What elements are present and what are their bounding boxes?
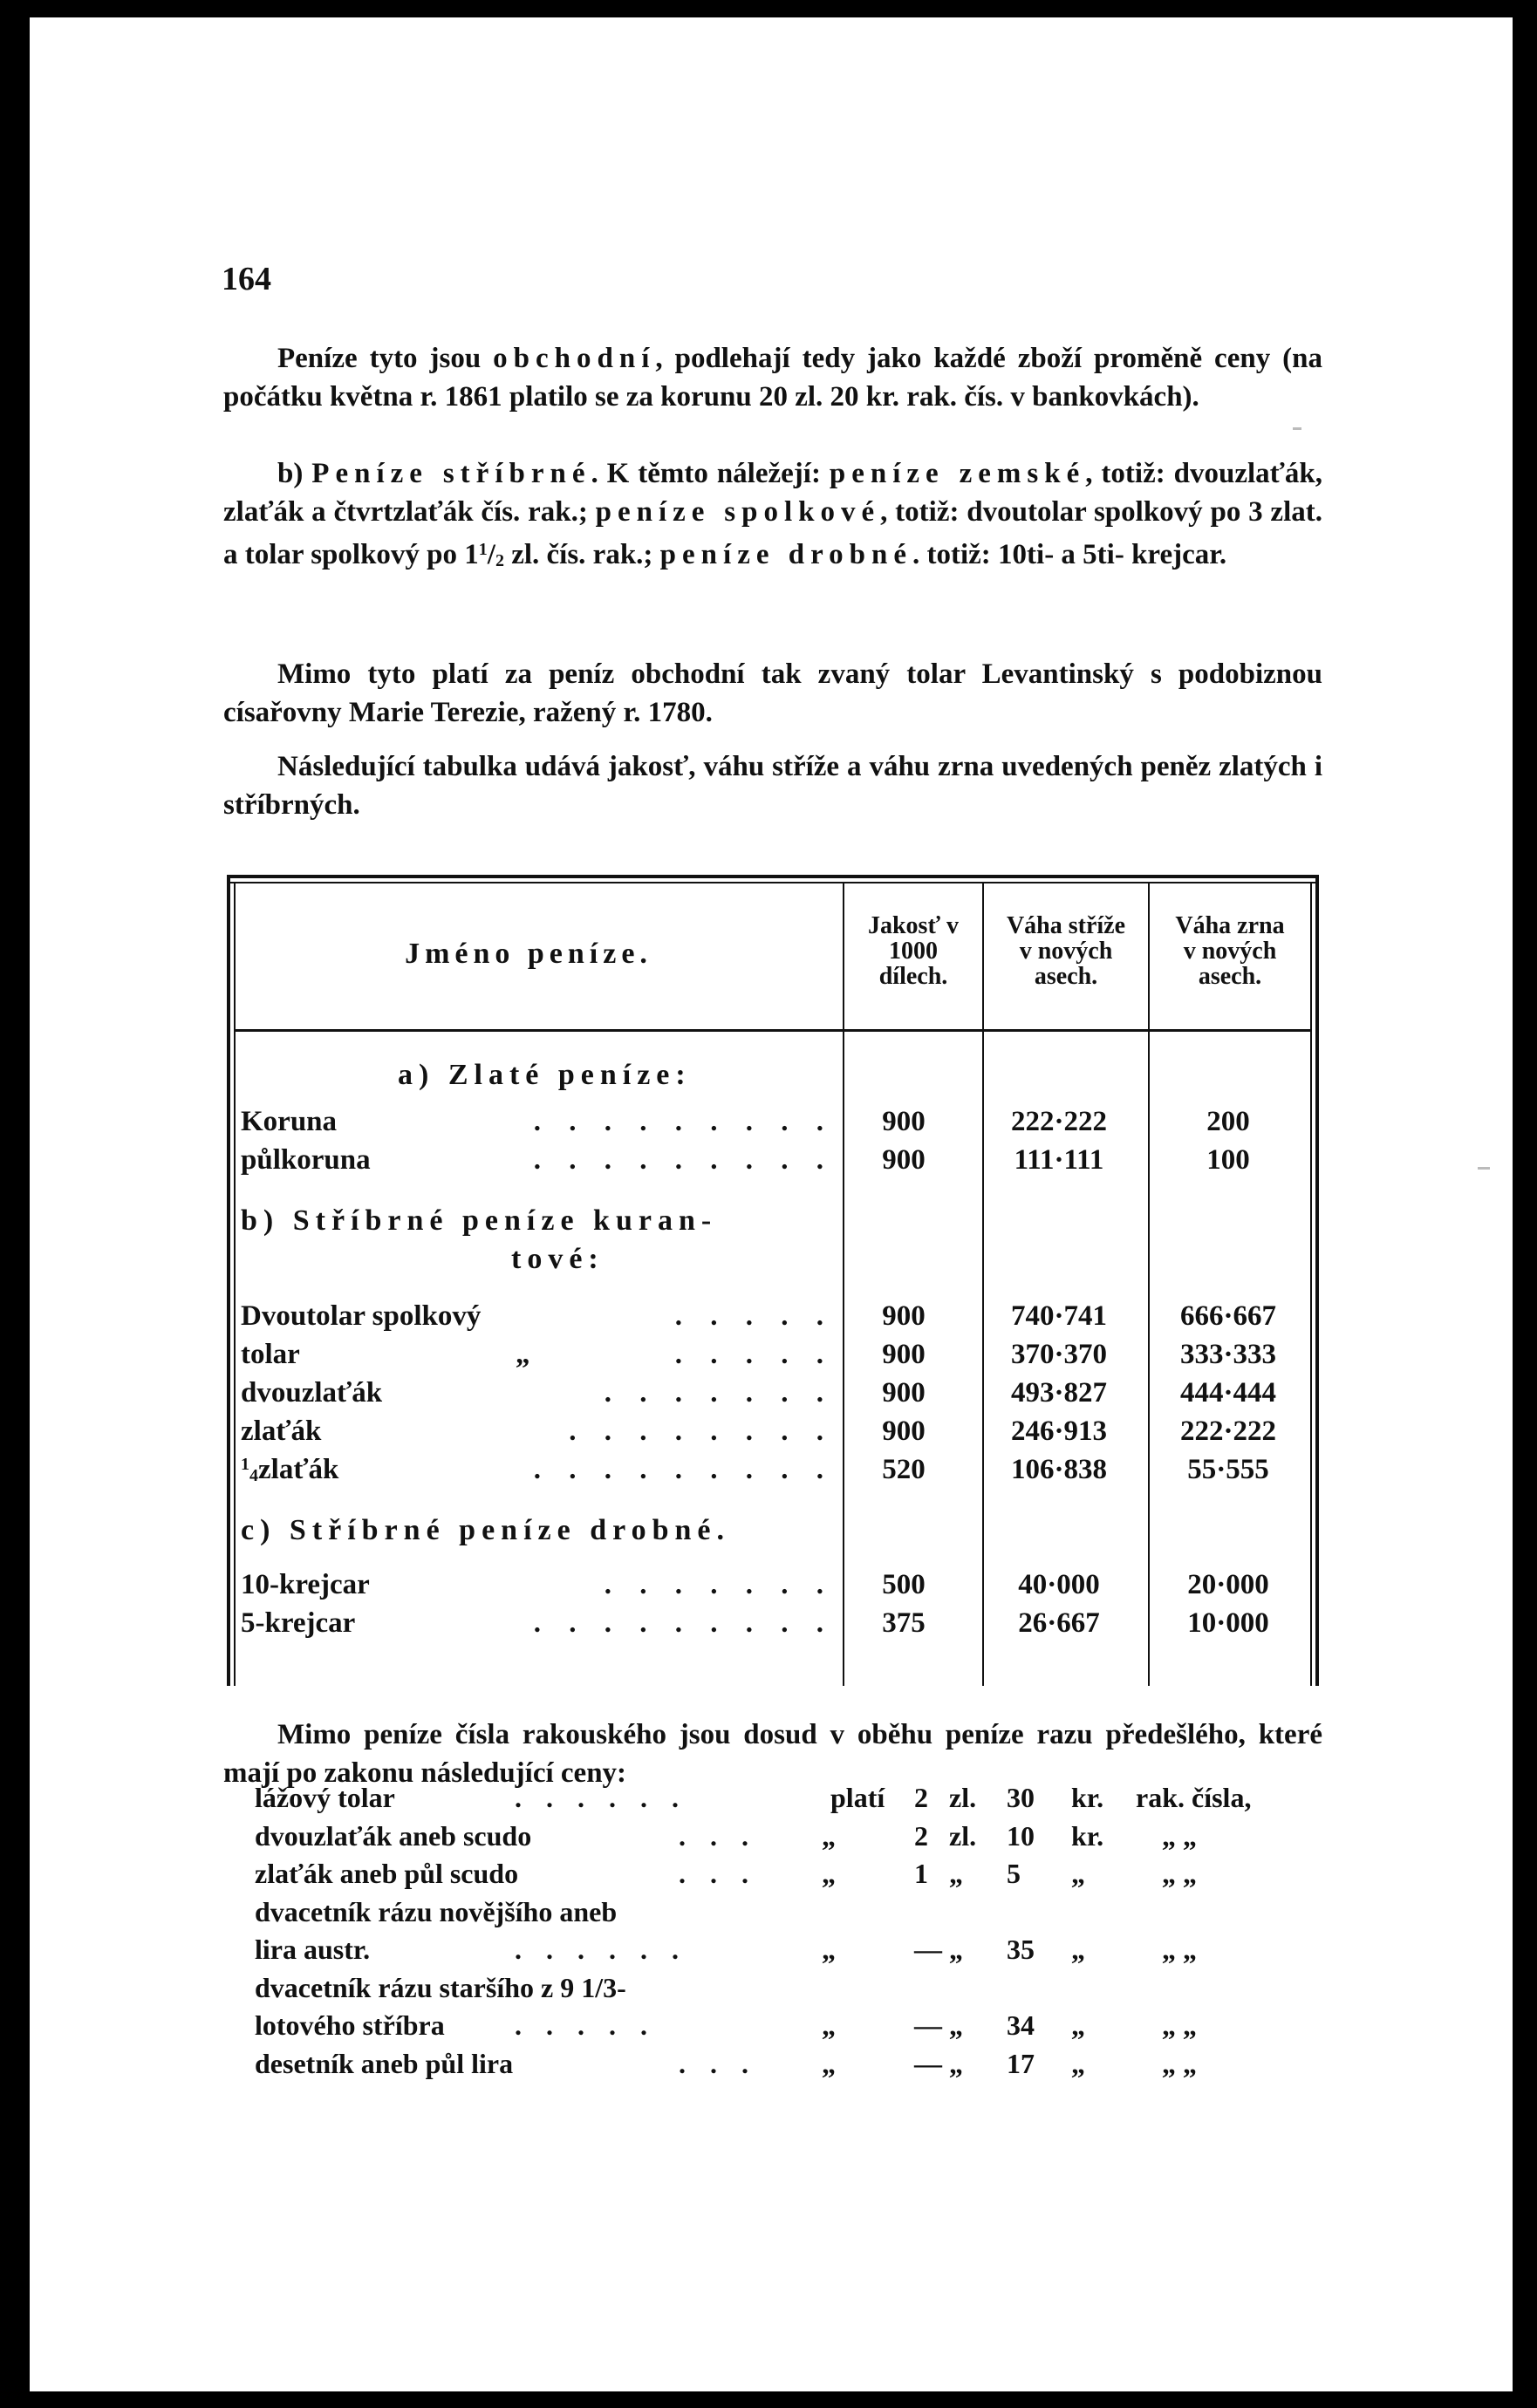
header-quality: Jakosť v 1000 dílech. [867,912,960,990]
table-row: $^1$4zlaťák . . . . . . . . . 520 106·838 55·555 [241,1454,1269,1485]
page [30,17,1513,2391]
table-row: dvouzlaťák . . . . . . . 900 493·827 444·444 [241,1377,1276,1409]
page-number: 164 [222,261,271,297]
header-coin-name: Jméno peníze. [405,938,652,970]
paragraph-silver-coins: b) Peníze stříbrné. K těmto náležejí: peníze zemské, totiž: dvouzlaťák, zlaťák a čtvrtzlaťák čís. rak.; peníze spolkové, totiž: dvoutolar spolkový po 3 zlat. a tolar spolkový po $1^1/2$ zl. čís. rak.; peníze drobné. totiž: 10ti- a 5ti- krejcar. [223,458,1322,570]
table-row: 5-krejcar . . . . . . . . . 375 26·667 10·000 [241,1607,1269,1639]
scan-speck [1478,1167,1490,1170]
price-line: lotového stříbra . . . . . „ — „ 34 „ „ „ [255,2009,1197,2041]
price-line: dvouzlaťák aneb scudo . . . „ 2 zl. 10 kr. „ „ [255,1819,1197,1852]
coin-table [223,859,1322,1686]
table-row: tolar „ . . . . . 900 370·370 333·333 [241,1339,1276,1370]
header-weight-grain: Váha zrna v nových asech. [1175,912,1285,990]
table-row: 10-krejcar . . . . . . . 500 40·000 20·000 [241,1569,1269,1600]
table-row: Dvoutolar spolkový . . . . . 900 740·741 666·667 [241,1300,1276,1332]
price-line: dvacetník rázu staršího z 9 1/3- [255,1971,626,2003]
price-line: zlaťák aneb půl scudo . . . „ 1 „ 5 „ „ „ [255,1858,1197,1889]
paragraph-table-intro: Následující tabulka udává jakosť, váhu stříže a váhu zrna uvedených peněz zlatých i stříbrných. [223,751,1322,821]
header-weight-cut: Váha stříže v nových asech. [1006,912,1126,990]
table-row: zlaťák . . . . . . . . 900 246·913 222·222 [241,1415,1276,1447]
price-line: lážový tolar . . . . . . platí 2 zl. 30 kr. rak. čísla, [255,1782,1252,1813]
scan-speck [1293,427,1301,430]
section-silver-currency-cont: tové: [511,1243,605,1275]
table-row: půlkoruna . . . . . . . . . 900 111·111 100 [241,1144,1250,1176]
price-line: dvacetník rázu novějšího aneb [255,1895,618,1927]
price-line: lira austr. . . . . . . „ — „ 35 „ „ „ [255,1934,1197,1965]
paragraph-older-coins: Mimo peníze čísla rakouského jsou dosud v oběhu peníze razu předešlého, které mají po zakonu následující ceny: [223,1719,1322,1789]
section-silver-currency: b) Stříbrné peníze kuran- [241,1204,718,1237]
section-gold: a) Zlaté peníze: [398,1059,692,1091]
section-silver-small: c) Stříbrné peníze drobné. [241,1514,731,1546]
price-line: desetník aneb půl lira . . . „ — „ 17 „ „ „ [255,2047,1197,2079]
paragraph-levant-thaler: Mimo tyto platí za peníz obchodní tak zvaný tolar Levantinský s podobiznou císařovny Marie Terezie, ražený r. 1780. [223,658,1322,728]
paragraph-intro: Peníze tyto jsou obchodní, podlehají tedy jako každé zboží proměně ceny (na počátku května r. 1861 platilo se za korunu 20 zl. 20 kr. rak. čís. v bankovkách). [223,343,1322,413]
table-row: Koruna . . . . . . . . . 900 222·222 200 [241,1106,1250,1137]
